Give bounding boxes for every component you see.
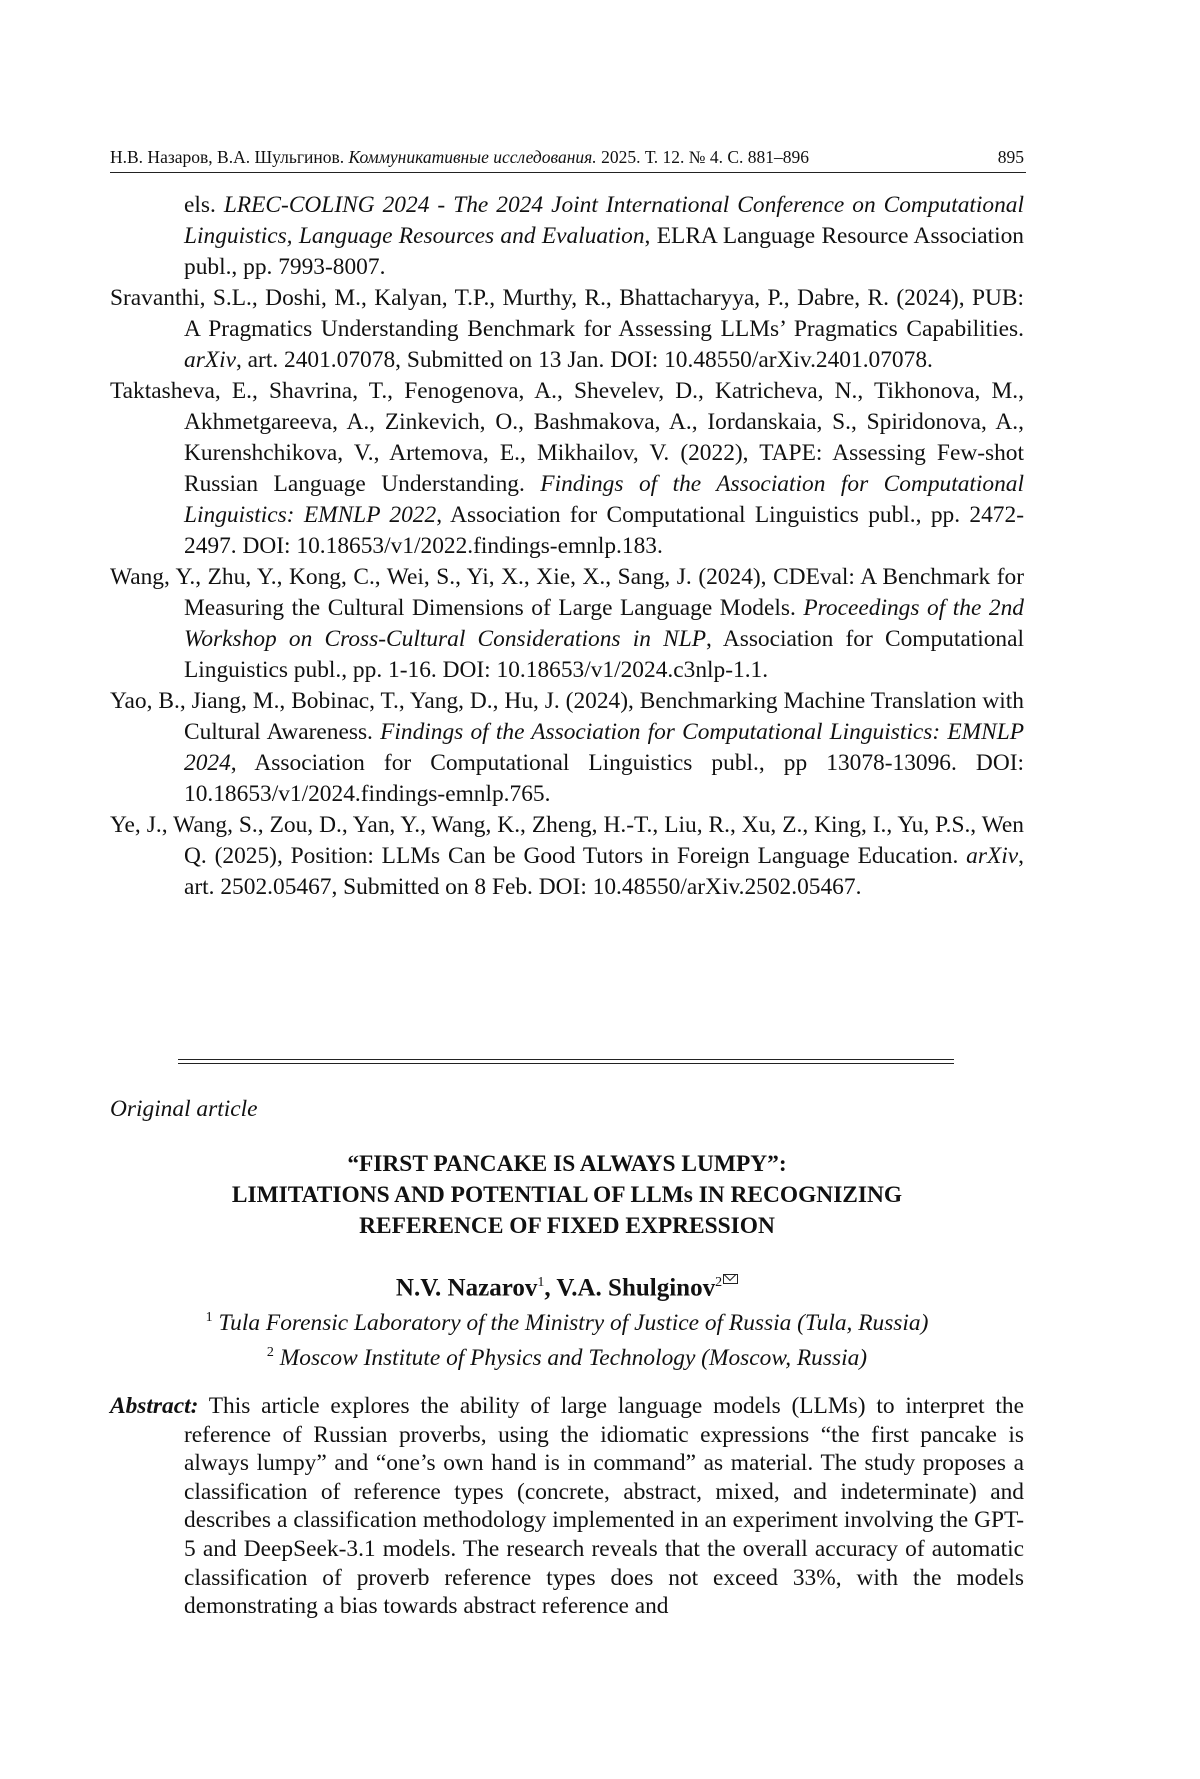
running-header	[110, 146, 1024, 168]
reference-item: Yao, B., Jiang, M., Bobinac, T., Yang, D., Hu, J. (2024), Benchmarking Machine Translation with Cultural Awareness. Findings of the Association for Computational Linguistics: EMNLP 2024, Association for Computational Linguistics publ., pp 13078-13096. DOI: 10.18653/v1/2024.findings-emnlp.765.	[110, 688, 1024, 807]
affiliation: $^1$ Tula Forensic Laboratory of the Ministry of Justice of Russia (Tula, Russia)	[205, 1309, 929, 1336]
author-sup: 2	[715, 1275, 723, 1290]
reference-item: els. LREC-COLING 2024 - The 2024 Joint International Conference on Computational Linguistics, Language Resources and Evaluation, ELRA Language Resource Association publ., pp. 7993-8007.	[184, 192, 1024, 280]
author-line: N.V. Nazarov$^1$, V.A. Shulginov$^2$	[110, 1267, 1024, 1304]
header-citation: 2025. Т. 12. № 4. С. 881–896	[601, 147, 809, 167]
reference-item: Sravanthi, S.L., Doshi, M., Kalyan, T.P., Murthy, R., Bhattacharyya, P., Dabre, R. (2024), PUB: A Pragmatics Understanding Benchmark for Assessing LLMs’ Pragmatics Capabilities. arXiv, art. 2401.07078, Submitted on 13 Jan. DOI: 10.48550/arXiv.2401.07078.	[110, 285, 1024, 373]
title-line: “FIRST PANCAKE IS ALWAYS LUMPY”:	[347, 1151, 787, 1177]
page-number: 895	[997, 147, 1024, 167]
abstract-text: This article explores the ability of large language models (LLMs) to interpret the reference of Russian proverbs, using the idiomatic expressions “the first pancake is always lumpy” and “one’s own hand is in command” as material. The study proposes a classification of reference types (concrete, abstract, mixed, and indeterminate) and describes a classification methodology implemented in an experiment involving the GPT-5 and DeepSeek-3.1 models. The research reveals that the overall accuracy of automatic classification of proverb reference types does not exceed 33%, with the models demonstrating a bias towards abstract reference and	[184, 1393, 1024, 1620]
reference-item: Ye, J., Wang, S., Zou, D., Yan, Y., Wang, K., Zheng, H.-T., Liu, R., Xu, Z., King, I., Yu, P.S., Wen Q. (2025), Position: LLMs Can be Good Tutors in Foreign Language Education. arXiv, art. 2502.05467, Submitted on 8 Feb. DOI: 10.48550/arXiv.2502.05467.	[110, 812, 1024, 900]
reference-item: Wang, Y., Zhu, Y., Kong, C., Wei, S., Yi, X., Xie, X., Sang, J. (2024), CDEval: A Benchmark for Measuring the Cultural Dimensions of Large Language Models. Proceedings of the 2nd Workshop on Cross-Cultural Considerations in NLP, Association for Computational Linguistics publ., pp. 1-16. DOI: 10.18653/v1/2024.c3nlp-1.1.	[110, 564, 1024, 683]
envelope-icon[interactable]	[723, 1274, 738, 1284]
title-line: LIMITATIONS AND POTENTIAL OF LLMs IN RECOGNIZING	[231, 1182, 903, 1208]
author-sup: 1	[537, 1275, 545, 1290]
abstract	[110, 1392, 1024, 1621]
affiliation: $^2$ Moscow Institute of Physics and Technology (Moscow, Russia)	[266, 1344, 868, 1371]
section-divider	[178, 1059, 954, 1064]
article-type: Original article	[110, 1096, 258, 1122]
reference-item: Taktasheva, E., Shavrina, T., Fenogenova, A., Shevelev, D., Katricheva, N., Tikhonova, M., Akhmetgareeva, A., Zinkevich, O., Bashmakova, A., Iordanskaia, S., Spiridonova, A., Kurenshchikova, V., Artemova, E., Mikhailov, V. (2022), TAPE: Assessing Few-shot Russian Language Understanding. Findings of the Association for Computational Linguistics: EMNLP 2022, Association for Computational Linguistics publ., pp. 2472-2497. DOI: 10.18653/v1/2022.findings-emnlp.183.	[110, 378, 1025, 559]
author-name: V.A. Shulginov	[556, 1274, 716, 1302]
header-authors: Н.В. Назаров, В.А. Шульгинов.	[110, 147, 345, 167]
title-line: REFERENCE OF FIXED EXPRESSION	[359, 1213, 775, 1239]
reference-list	[110, 190, 1024, 903]
affiliations	[110, 1303, 1024, 1373]
header-journal: Коммуникативные исследования.	[348, 147, 597, 167]
article-title	[110, 1149, 1024, 1242]
abstract-label: Abstract:	[110, 1393, 199, 1419]
header-rule	[110, 172, 1026, 173]
author-name: N.V. Nazarov	[395, 1274, 538, 1302]
